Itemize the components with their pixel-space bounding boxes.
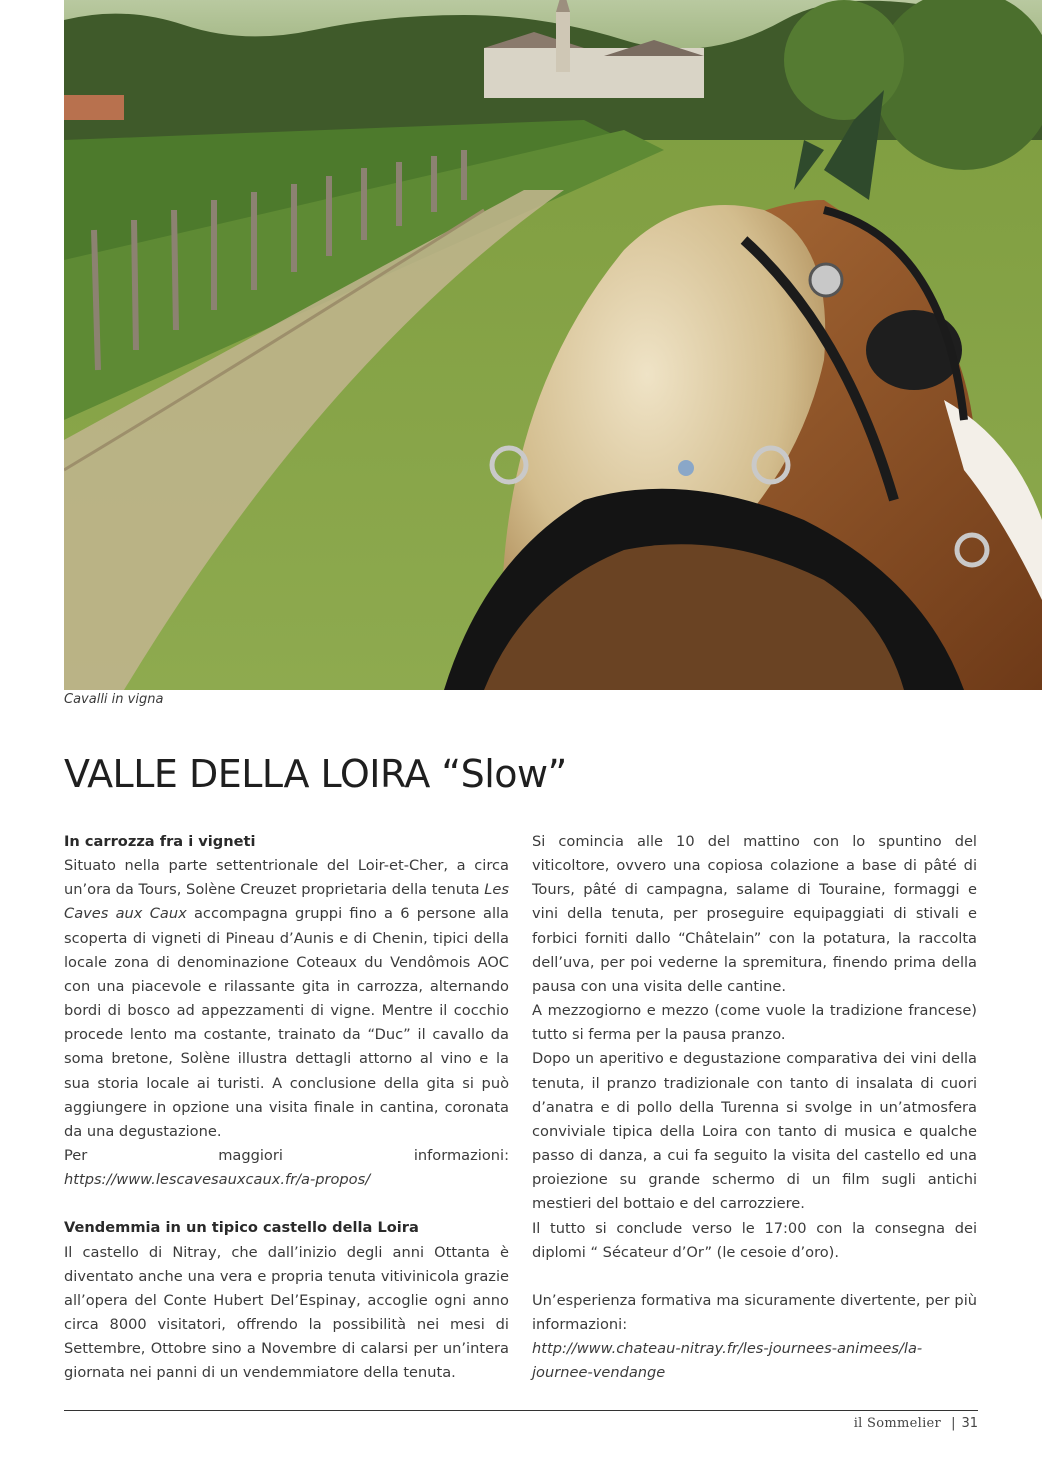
cover-photo — [64, 0, 1042, 690]
section-subtitle-carriage: In carrozza fra i vigneti — [64, 833, 256, 850]
section-subtitle-harvest: Vendemmia in un tipico castello della Loira — [64, 1219, 419, 1237]
carriage-text-b: accompagna gruppi fino a 6 persone alla scoperta di vigneti di Pineau d’Aunis e di Chenin, tipici della locale zona di denominazione Coteaux du Vendômois AOC con una piacevole e rilassante gita in carrozza, alternando bordi di bosco ad appezzamenti di vigne. Mentre il cocchio procede lento ma costante, trainato da “Duc” il cavallo da soma bretone, Solène illustra dettagli attorno al vino e la sua storia locale ai turisti. A conclusione della gita si può aggiungere in opzione una visita finale in cantina, coronata da una degustazione. — [64, 905, 509, 1140]
carriage-info — [64, 1144, 509, 1192]
spacer — [64, 1192, 509, 1216]
carriage-text-a: Situato nella parte settentrionale del Loir-et-Cher, a circa un’ora da Tours, Solène Creuzet proprietaria della tenuta — [64, 857, 509, 899]
right-column — [532, 830, 977, 1385]
footer-separator: | — [951, 1416, 956, 1431]
horse-vineyard-photo — [64, 0, 1042, 690]
page-footer — [854, 1416, 978, 1431]
more-info-paragraph: Un’esperienza formativa ma sicuramente divertente, per più informazioni: — [532, 1291, 977, 1333]
lescaves-link[interactable]: https://www.lescavesauxcaux.fr/a-propos/ — [64, 1171, 371, 1189]
article-headline: VALLE DELLA LOIRA “Slow” — [64, 752, 567, 796]
footer-rule — [64, 1410, 978, 1411]
photo-caption: Cavalli in vigna — [64, 692, 164, 707]
magazine-name: il Sommelier — [853, 1416, 942, 1431]
lunch-paragraph: A mezzogiorno e mezzo (come vuole la tradizione francese) tutto si ferma per la pausa pranzo. — [532, 1002, 977, 1044]
afternoon-paragraph: Dopo un aperitivo e degustazione comparativa dei vini della tenuta, il pranzo tradizionale con tanto di insalata di cuori d’anatra e di pollo della Turenna si svolge in un’atmosfera conviviale tipica della Loira con tanto di musica e qualche passo di danza, a cui fa seguito la visita del castello ed una proiezione su grande schermo di un film sugli antichi mestieri del bottaio e del carrozziere. — [532, 1050, 977, 1213]
estate-name: Les Caves aux Caux — [64, 881, 509, 923]
closing-paragraph: Il tutto si conclude verso le 17:00 con la consegna dei diplomi “ Sécateur d’Or” (le cesoie d’oro). — [532, 1219, 977, 1261]
info-label: Per maggiori informazioni: — [64, 1147, 509, 1165]
harvest-paragraph: Il castello di Nitray, che dall’inizio degli anni Ottanta è diventato anche una vera e propria tenuta vitivinicola grazie all’opera del Conte Hubert Del’Espinay, accoglie ogni anno circa 8000 visitatori, offrendo la possibilità nei mesi di Settembre, Ottobre sino a Novembre di calarsi per un’intera giornata nei panni di un vendemmiatore della tenuta. — [64, 1243, 509, 1382]
page-number: 31 — [961, 1416, 978, 1431]
nitray-link[interactable]: http://www.chateau-nitray.fr/les-journees-animees/la-journee-vendange — [532, 1340, 923, 1382]
spacer — [532, 1265, 977, 1289]
carriage-paragraph — [64, 854, 509, 1144]
left-column — [64, 830, 509, 1385]
morning-paragraph: Si comincia alle 10 del mattino con lo spuntino del viticoltore, ovvero una copiosa colazione a base di pâté di Tours, pâté di campagna, salame di Touraine, formaggi e vini della tenuta, per proseguire equipaggiati di stivali e forbici forniti dallo “Châtelain” con la potatura, la raccolta dell’uva, per poi vederne la spremitura, finendo prima della pausa con una visita delle cantine. — [532, 833, 977, 995]
